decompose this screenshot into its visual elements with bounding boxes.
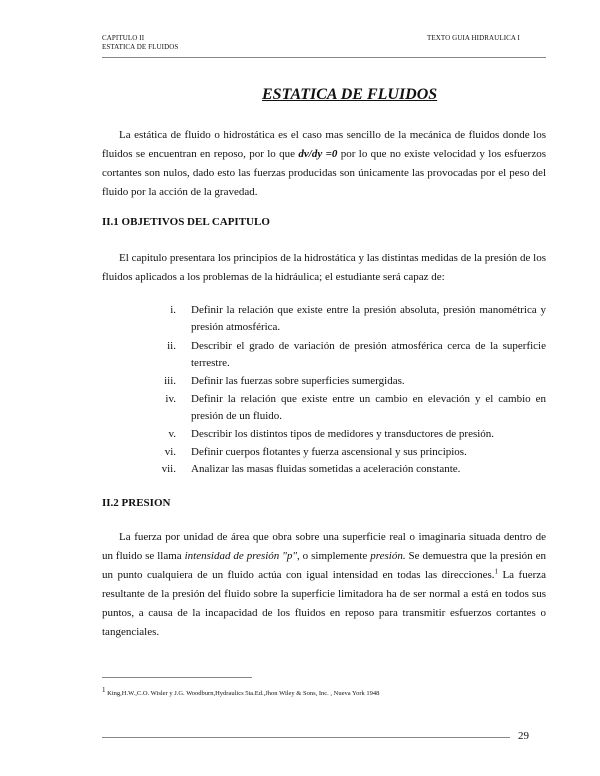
footnote	[102, 686, 380, 698]
footnote-mark: 1	[102, 686, 106, 694]
objective-number: iv.	[165, 393, 176, 405]
page-title: ESTATICA DE FLUIDOS	[262, 86, 438, 103]
objective-number: vii.	[161, 463, 176, 475]
intro-paragraph	[102, 126, 546, 202]
objective-text: Definir cuerpos flotantes y fuerza ascensional y sus principios.	[191, 446, 467, 458]
header-chapter: CAPITULO II	[102, 34, 145, 42]
intro-text-1: La estática de fluido o hidrostática es el caso mas sencillo de la mecánica de fluidos donde los fluidos se encuentran en reposo, por lo que	[102, 129, 546, 160]
footnote-rule	[102, 677, 252, 678]
section1-paragraph: El capitulo presentara los principios de la hidrostática y las distintas medidas de la presión de los fluidos aplicados a los problemas de la hidráulica; el estudiante será capaz de:	[102, 252, 546, 283]
page-number: 29	[518, 730, 529, 742]
objective-text: Describir los distintos tipos de medidores y transductores de presión.	[191, 428, 495, 440]
objective-item	[140, 338, 546, 372]
presion-text-3: Se demuestra que la presión en un punto cualquiera de un fluido actúa con igual intensidad en todas las direcciones.	[102, 550, 546, 581]
header-right: TEXTO GUIA HIDRAULICA I	[427, 34, 520, 42]
objective-item	[140, 461, 546, 478]
objective-number: v.	[168, 428, 176, 440]
objective-text: Definir la relación que existe entre un cambio en elevación y el cambio en presión de un fluido.	[191, 393, 546, 422]
presion-term-2: presión.	[370, 550, 406, 562]
footer-rule	[102, 737, 510, 738]
presion-text-1: La fuerza por unidad de área que obra sobre una superficie real o imaginaria situada dentro de un fluido se llama	[102, 531, 546, 562]
presion-term-1: intensidad de presión "p"	[184, 550, 297, 562]
objective-number: ii.	[167, 340, 176, 352]
objective-item	[140, 391, 546, 425]
objective-text: Analizar las masas fluidas sometidas a aceleración constante.	[191, 463, 461, 475]
footnote-text: King,H.W.,C.O. Wisler y J.G. Woodburn,Hydraulics 5ta.Ed.,Jhon Wiley & Sons, Inc. , Nueva York 1948	[105, 690, 380, 698]
footnote-reference[interactable]: 1	[494, 567, 498, 576]
section2-paragraph	[102, 528, 546, 642]
intro-equation: dv/dy =0	[298, 148, 338, 160]
intro-text-2: por lo que no existe velocidad y los esfuerzos cortantes son nulos, dado esto las fuerzas producidas son únicamente las provocadas por el peso del fluido por la acción de la gravedad.	[102, 148, 547, 198]
objective-number: i.	[170, 304, 176, 316]
header-left	[102, 34, 178, 52]
presion-text-4: La fuerza resultante de la presión del fluido sobre la superficie limitadora ha de ser normal a está en todos sus puntos, a causa de la incapacidad de los fluidos en reposo para transmitir esfuerzos cortantes o tangenciales.	[102, 569, 547, 638]
header-chapter-title: ESTATICA DE FLUIDOS	[102, 43, 179, 51]
objective-item	[140, 444, 546, 461]
header-rule	[102, 57, 546, 58]
section2-heading: II.2 PRESION	[102, 497, 171, 509]
section1-heading: II.1 OBJETIVOS DEL CAPITULO	[102, 216, 270, 228]
objective-text: Definir las fuerzas sobre superficies sumergidas.	[191, 375, 405, 387]
objective-item	[140, 302, 546, 336]
objective-item	[140, 426, 546, 443]
objective-text: Definir la relación que existe entre la presión absoluta, presión manométrica y presión atmosférica.	[191, 304, 546, 333]
objective-number: vi.	[164, 446, 176, 458]
objective-item	[140, 373, 546, 390]
objective-number: iii.	[164, 375, 176, 387]
objective-text: Describir el grado de variación de presión atmosférica cerca de la superficie terrestre.	[191, 340, 546, 369]
presion-text-2: , o simplemente	[296, 550, 371, 562]
